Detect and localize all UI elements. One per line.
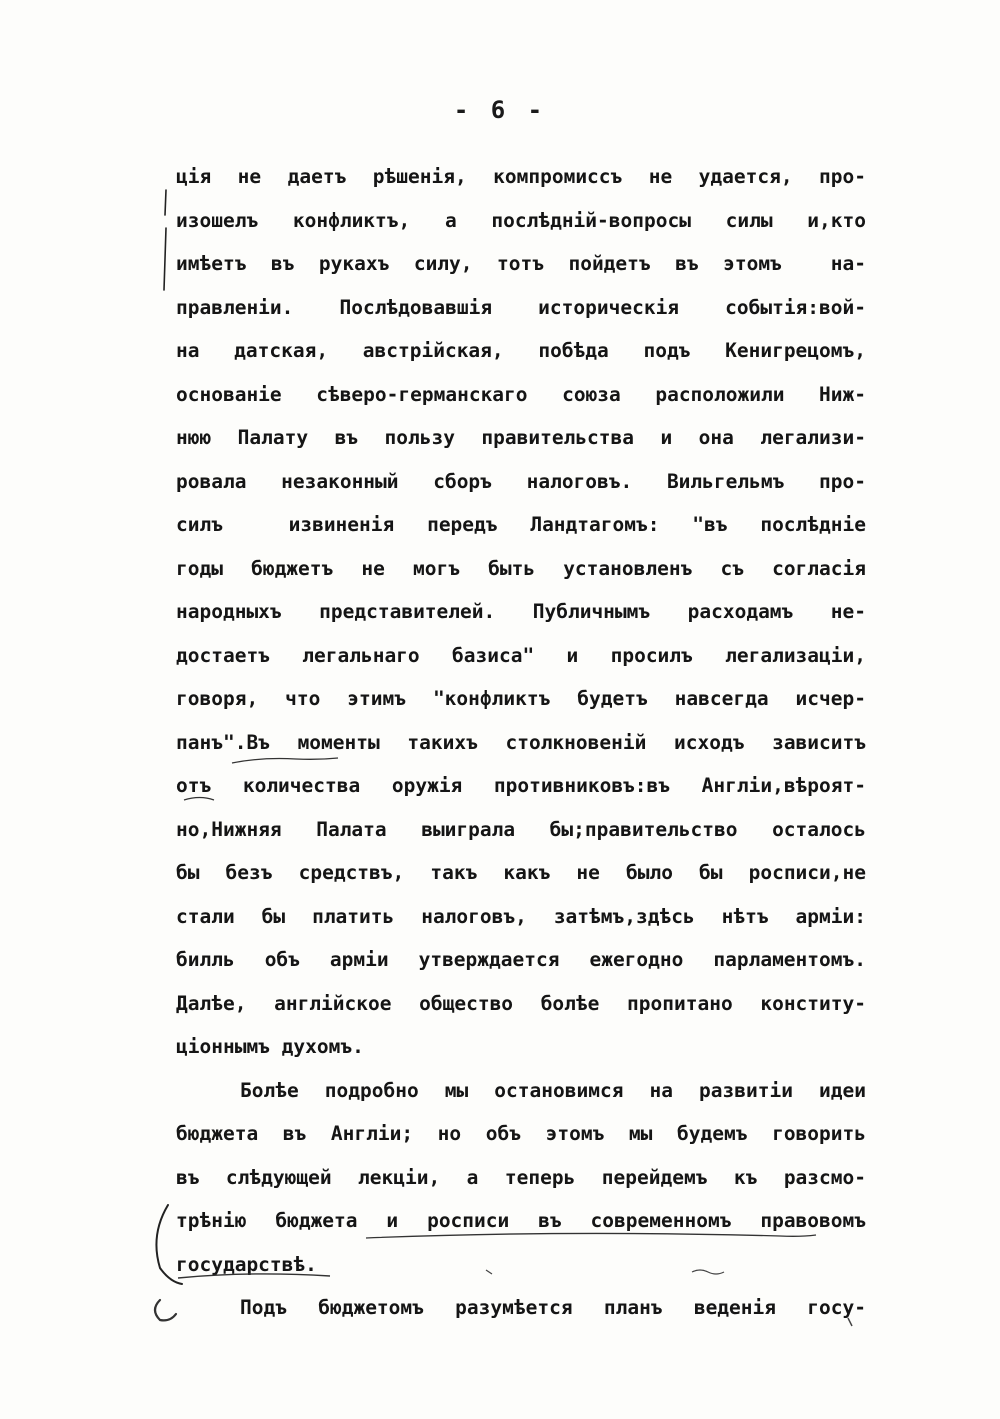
scribble-mark bbox=[155, 1300, 176, 1320]
text-line: силъ извиненія передъ Ландтагомъ: "въ послѣдніе bbox=[176, 513, 866, 536]
text-line: Подъ бюджетомъ разумѣется планъ веденія госу- bbox=[240, 1296, 866, 1319]
text-line: государствѣ. bbox=[176, 1252, 317, 1276]
text-line: изошелъ конфликтъ, а послѣдній-вопросы силы и,кто bbox=[176, 208, 866, 232]
typed-text-body bbox=[176, 155, 866, 1330]
page-number: - 6 - bbox=[453, 96, 547, 124]
text-line: панъ".Въ моменты такихъ столкновеній исходъ зависитъ bbox=[176, 730, 866, 754]
text-line: бы безъ средствъ, такъ какъ не было бы росписи,не bbox=[176, 861, 866, 884]
text-line: правленіи. Послѣдовавшія историческія событія:вой- bbox=[176, 295, 866, 319]
margin-bracket-mark bbox=[164, 190, 166, 290]
text-line: ціоннымъ духомъ. bbox=[176, 1035, 364, 1058]
text-line: ція не даетъ рѣшенія, компромиссъ не удается, про- bbox=[176, 165, 866, 188]
text-line: но,Нижняя Палата выиграла бы;правительство осталось bbox=[176, 817, 866, 841]
text-line: народныхъ представителей. Публичнымъ расходамъ не- bbox=[176, 600, 866, 623]
text-line: ровала незаконный сборъ налоговъ. Вильгельмъ про- bbox=[176, 469, 866, 493]
text-line: достаетъ легальнаго базиса" и просилъ легализаціи, bbox=[176, 643, 866, 667]
text-line: отъ количества оружія противниковъ:въ Англіи,вѣроят- bbox=[176, 774, 866, 797]
text-line: Болѣе подробно мы остановимся на развитіи идеи bbox=[240, 1078, 866, 1102]
text-line: трѣнію бюджета и росписи въ современномъ правовомъ bbox=[176, 1209, 866, 1232]
text-line: нюю Палату въ пользу правительства и она легализи- bbox=[176, 426, 866, 449]
text-line: стали бы платить налоговъ, затѣмъ,здѣсь нѣтъ арміи: bbox=[176, 904, 866, 928]
text-line: бюджета въ Англіи; но объ этомъ мы будемъ говорить bbox=[176, 1122, 866, 1145]
text-line: имѣетъ въ рукахъ силу, тотъ пойдетъ въ этомъ на- bbox=[176, 252, 866, 275]
text-line: билль объ арміи утверждается ежегодно парламентомъ. bbox=[176, 948, 866, 971]
text-line: основаніе сѣверо-германскаго союза расположили Ниж- bbox=[176, 382, 866, 406]
text-line: годы бюджетъ не могъ быть установленъ съ согласія bbox=[176, 556, 866, 580]
text-line: Далѣе, англійское общество болѣе пропитано конститу- bbox=[176, 991, 866, 1015]
text-line: говоря, что этимъ "конфликтъ будетъ навсегда исчер- bbox=[176, 687, 866, 710]
text-line: на датская, австрійская, побѣда подъ Кенигрецомъ, bbox=[176, 339, 866, 362]
text-line: въ слѣдующей лекціи, а теперь перейдемъ къ разсмо- bbox=[176, 1165, 866, 1189]
